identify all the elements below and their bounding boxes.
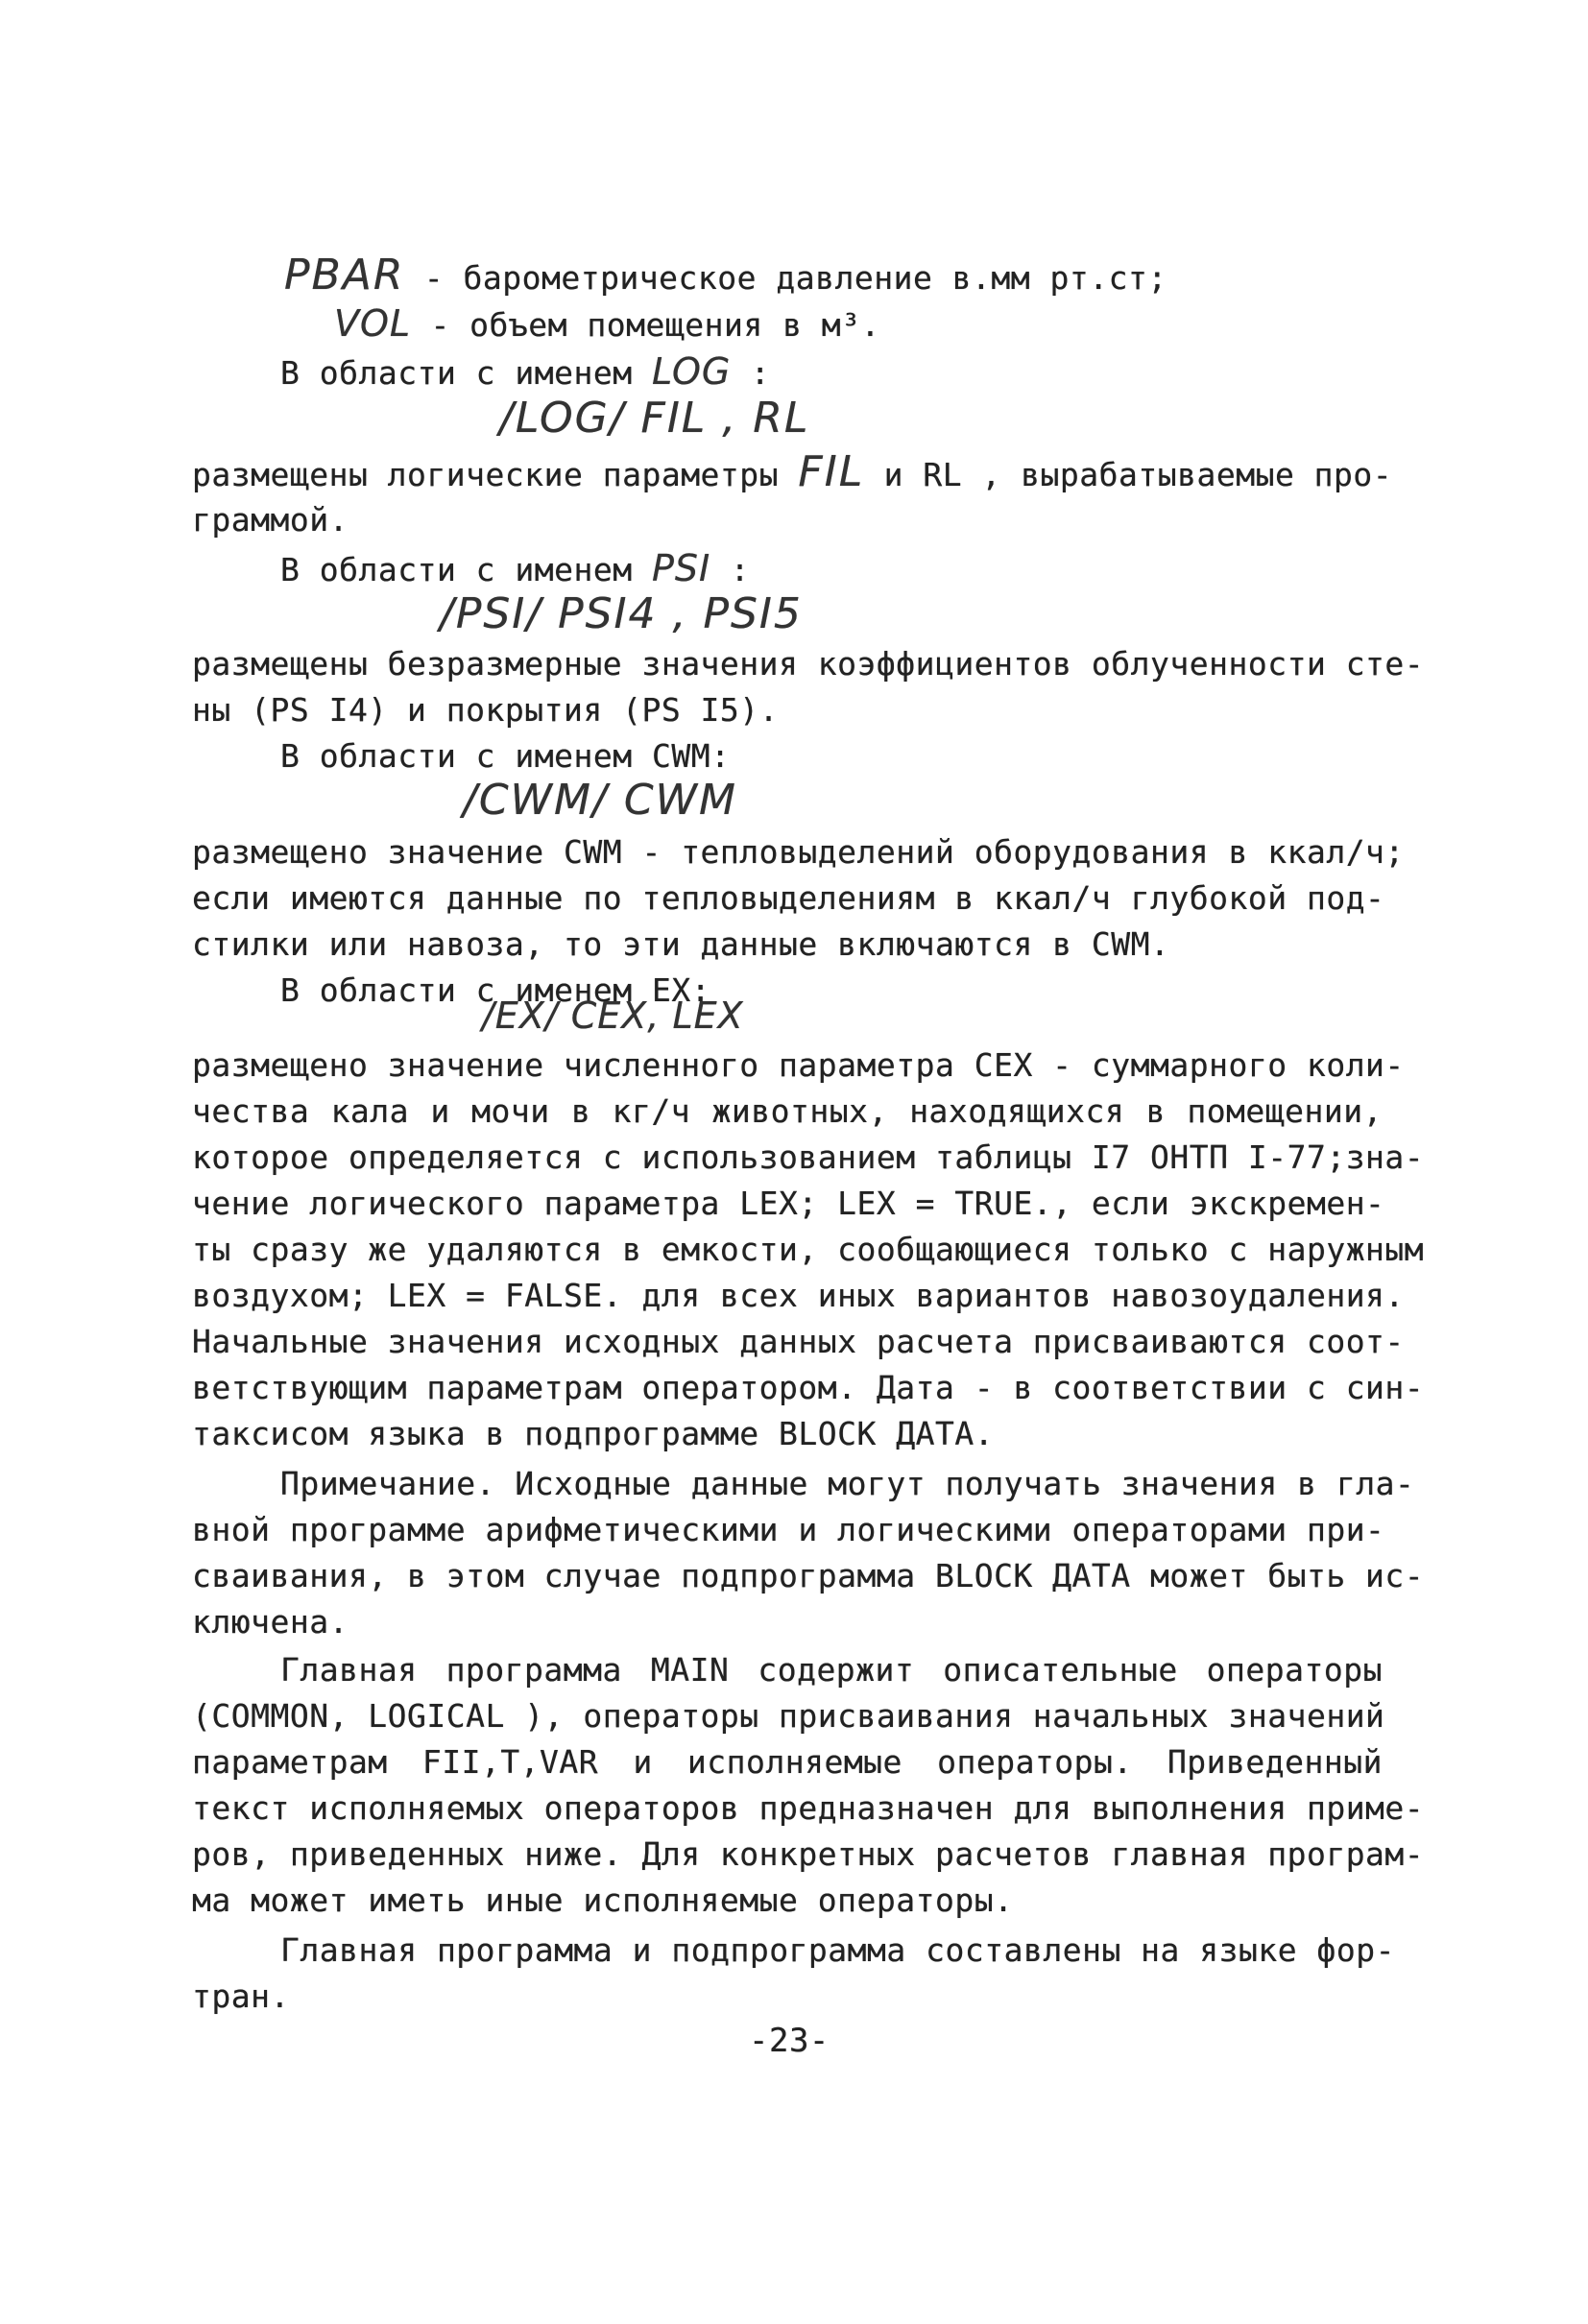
formula-ex: /EX/ CEX, LEX — [482, 994, 744, 1037]
line-text: В области с именем EX: — [280, 971, 711, 1009]
line-psi-intro — [280, 547, 750, 591]
line-text: размещено значение численного параметра CEX - суммарного коли- — [192, 1046, 1405, 1084]
line-text: вной программе арифметическими и логическими операторами при- — [192, 1511, 1385, 1548]
line-text: ветствующим параметрам оператором. Дата - в соответствии с син- — [192, 1369, 1425, 1406]
line-text: таксисом языка в подпрограмме BLOCK ДАТА. — [192, 1415, 995, 1452]
line-text: В области с именем CWM: — [280, 737, 731, 775]
line-text: чение логического параметра LEX; LEX = TRUE., если экскремен- — [192, 1185, 1385, 1222]
handwritten-symbol: VOL — [334, 302, 412, 345]
line-text: ров, приведенных ниже. Для конкретных расчетов главная програм- — [192, 1835, 1425, 1873]
line-text: ны (PS I4) и покрытия (PS I5). — [192, 691, 780, 729]
line-text: если имеются данные по тепловыделениям в ккал/ч глубокой под- — [192, 879, 1385, 917]
line-log-intro — [280, 350, 770, 395]
line-text: Главная программа MAIN содержит описательные операторы — [280, 1651, 1383, 1689]
line-pbar — [284, 251, 1167, 299]
line-log-desc — [192, 447, 1393, 496]
line-text: В области с именем — [280, 551, 652, 588]
line-text: чества кала и мочи в кг/ч животных, находящихся в помещении, — [192, 1092, 1383, 1130]
line-text: параметрам FII,T,VAR и исполняемые операторы. Приведенный — [192, 1743, 1383, 1781]
line-text: - барометрическое давление в.мм рт.ст; — [404, 259, 1167, 297]
line-text: ты сразу же удаляются в емкости, сообщающиеся только с наружным — [192, 1231, 1425, 1268]
line-text: : — [731, 354, 771, 392]
line-vol — [334, 302, 880, 347]
formula-cwm: /CWM/ CWM — [463, 776, 738, 825]
line-text: Примечание. Исходные данные могут получать значения в гла- — [280, 1465, 1415, 1502]
line-text: ключена. — [192, 1603, 349, 1641]
line-text: размещены безразмерные значения коэффициентов облученности сте- — [192, 645, 1425, 683]
line-text: и RL , вырабатываемые про- — [864, 456, 1393, 493]
line-text: Главная программа и подпрограмма составлены на языке фор- — [280, 1931, 1395, 1969]
line-text: которое определяется с использованием таблицы I7 ОНТП I-77;зна- — [192, 1138, 1425, 1176]
line-text: : — [710, 551, 750, 588]
line-text: - объем помещения в м³. — [411, 306, 880, 344]
line-text: В области с именем — [280, 354, 652, 392]
handwritten-symbol: PSI — [652, 547, 711, 589]
handwritten-symbol: PBAR — [284, 251, 405, 299]
line-text: текст исполняемых операторов предназначен для выполнения приме- — [192, 1789, 1425, 1827]
line-text: тран. — [192, 1977, 290, 2015]
line-text: (COMMON, LOGICAL ), операторы присваивания начальных значений — [192, 1697, 1385, 1735]
formula-log: /LOG/ FIL , RL — [499, 394, 810, 443]
line-text: сваивания, в этом случае подпрограмма BLOCK ДАТА может быть ис- — [192, 1557, 1425, 1594]
line-text: размещены логические параметры — [192, 456, 799, 493]
line-text: Начальные значения исходных данных расчета присваиваются соот- — [192, 1323, 1405, 1360]
formula-psi: /PSI/ PSI4 , PSI5 — [440, 589, 803, 638]
line-text: воздухом; LEX = FALSE. для всех иных вариантов навозоудаления. — [192, 1277, 1405, 1314]
line-text: ма может иметь иные исполняемые операторы. — [192, 1881, 1014, 1919]
line-text: граммой. — [192, 501, 349, 539]
line-text: размещено значение CWM - тепловыделений оборудования в ккал/ч; — [192, 833, 1405, 871]
handwritten-symbol: FIL — [798, 447, 865, 496]
line-text: стилки или навоза, то эти данные включаются в CWM. — [192, 925, 1170, 963]
handwritten-symbol: LOG — [652, 350, 732, 393]
page-number: -23- — [749, 2022, 830, 2060]
